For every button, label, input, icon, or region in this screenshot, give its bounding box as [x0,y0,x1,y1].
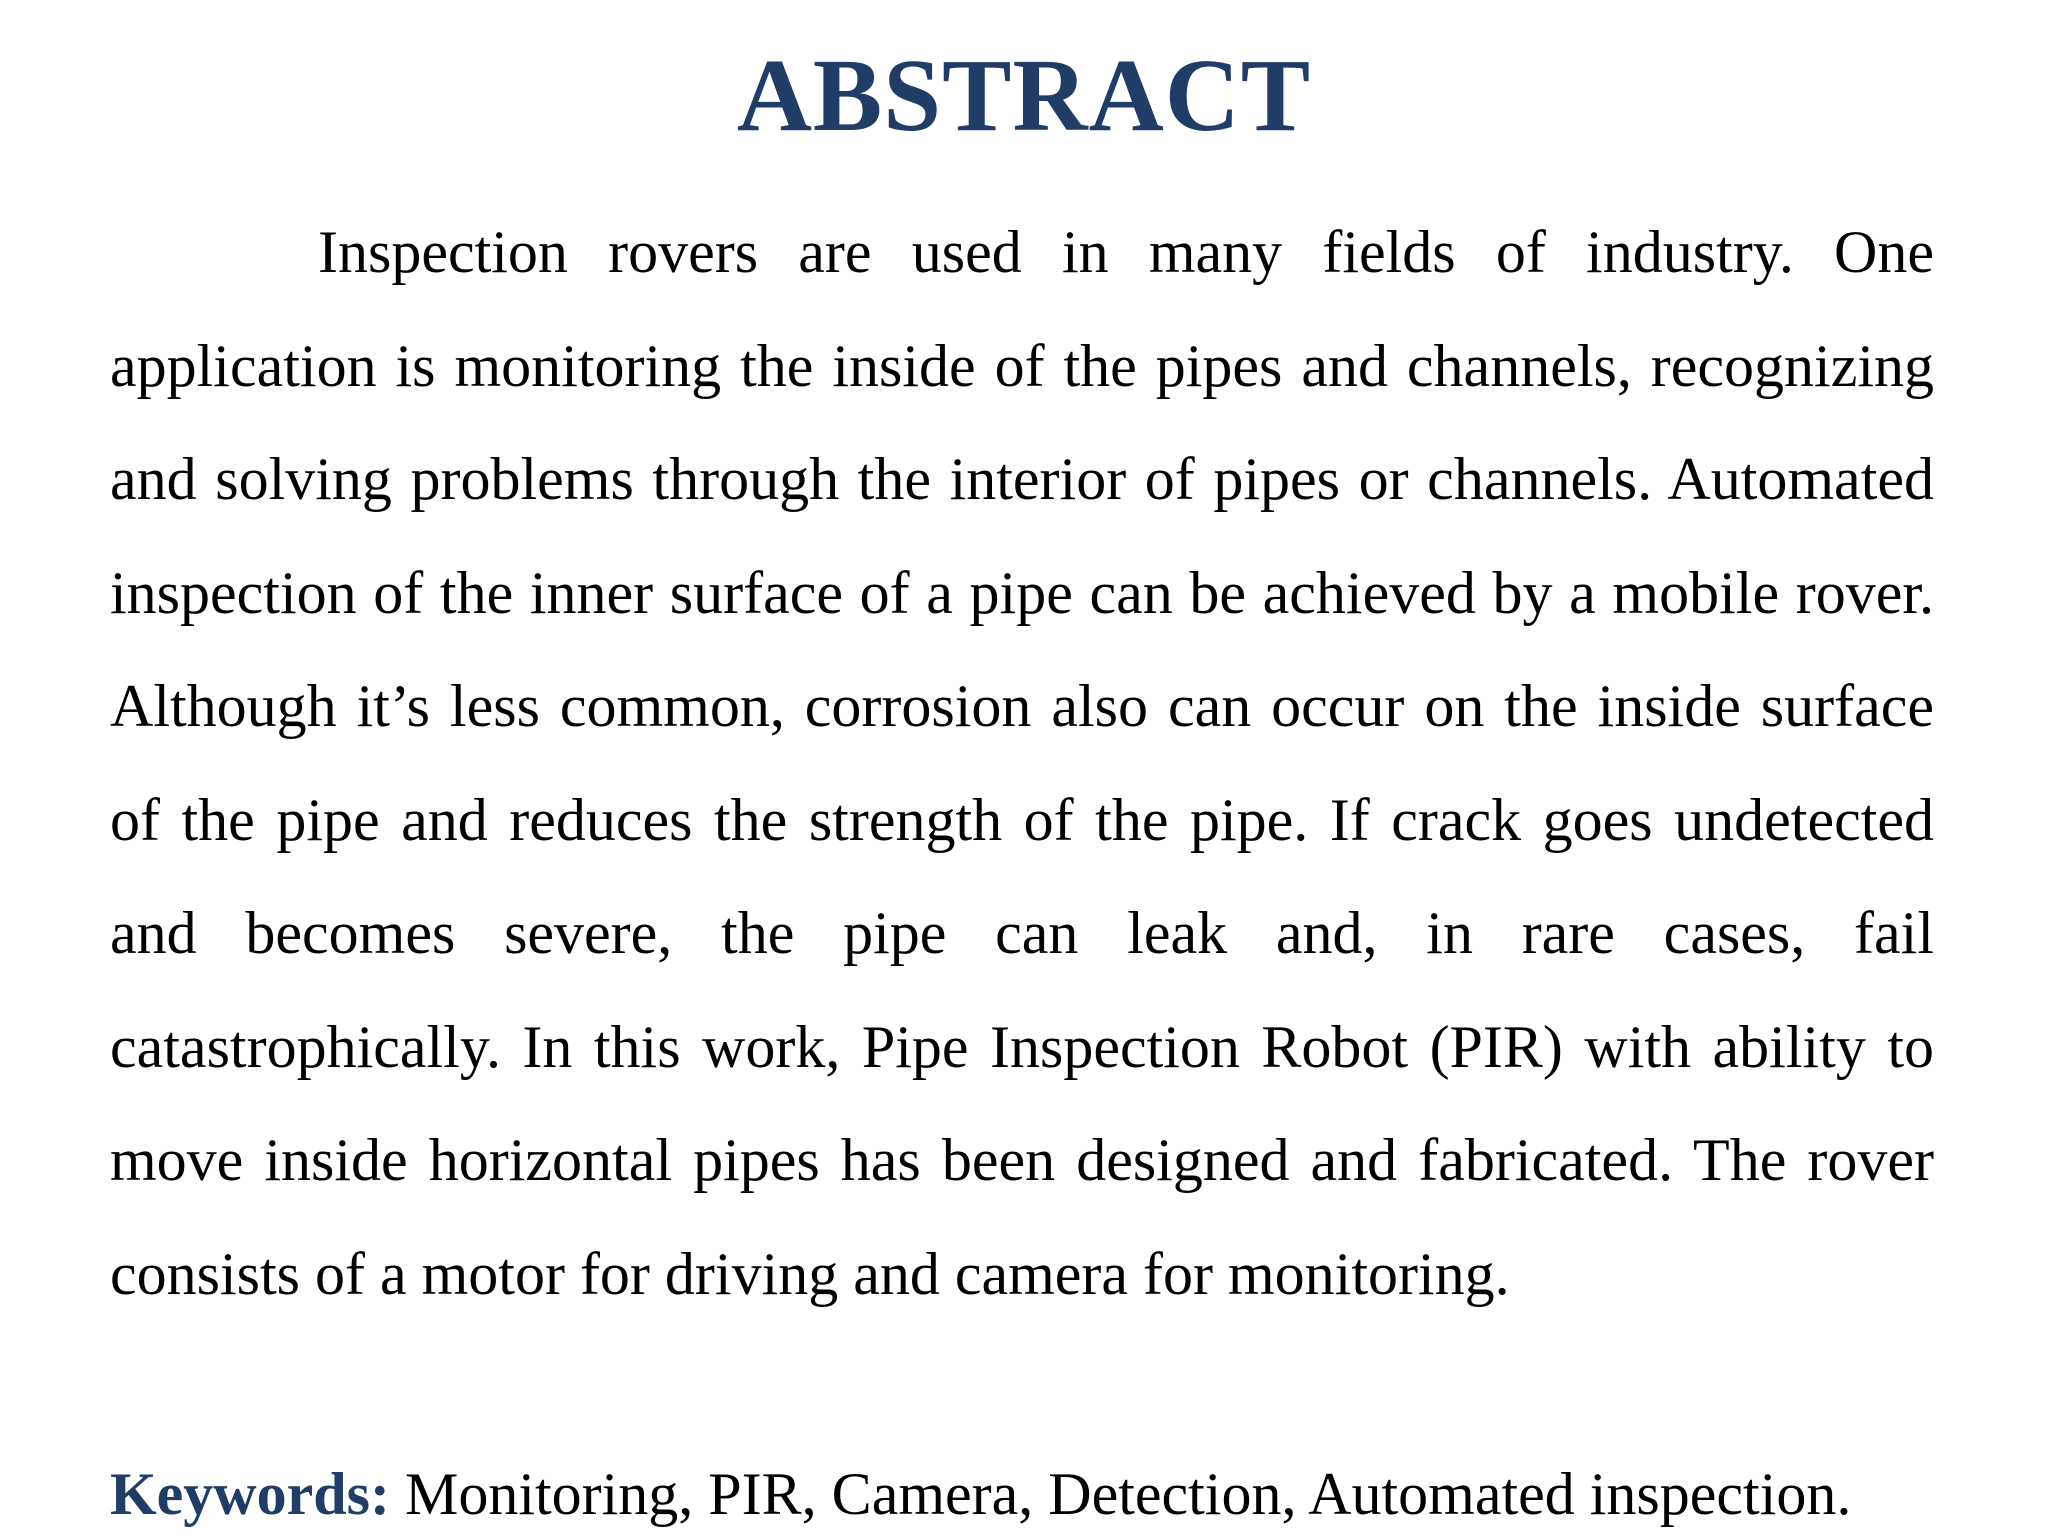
abstract-title: ABSTRACT [736,38,1312,153]
abstract-paragraph: Inspection rovers are used in many fields of industry. One application is monitoring the inside of the pipes and channels, recognizing and solving problems through the interior of pipes or channels. Automated inspection of the inner surface of a pipe can be achieved by a mobile rover. Although it’s less common, corrosion also can occur on the inside surface of the pipe and reduces the strength of the pipe. If crack goes undetected and becomes severe, the pipe can leak and, in rare cases, fail catastrophically. In this work, Pipe Inspection Robot (PIR) with ability to move inside horizontal pipes has been designed and fabricated. The rover consists of a motor for driving and camera for monitoring. [110,219,1934,1307]
keywords-list: Monitoring, PIR, Camera, Detection, Automated inspection. [404,1461,1852,1527]
keywords-label: Keywords: [110,1461,390,1527]
keywords-line [110,1454,2010,1534]
